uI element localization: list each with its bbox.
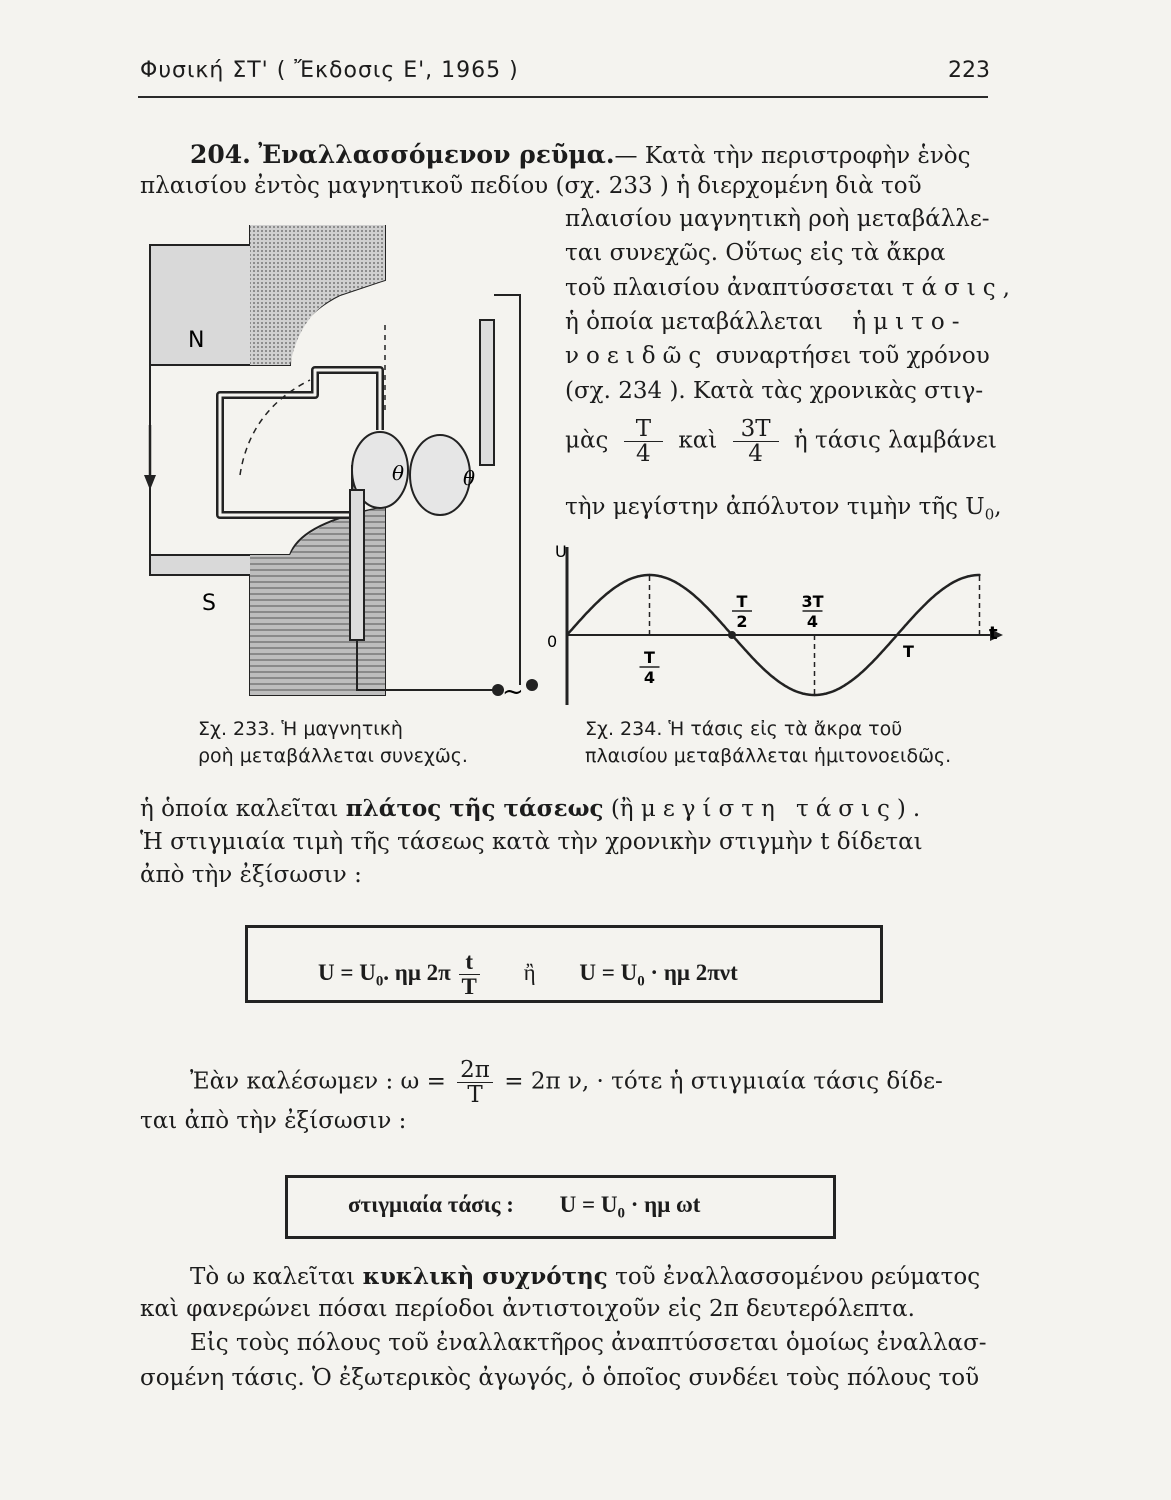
section-line-9-a: μὰς bbox=[565, 427, 609, 454]
running-header: Φυσική ΣΤ' ( Ἔκδοσις Ε', 1965 ) bbox=[140, 58, 519, 83]
fraction-denominator: 4 bbox=[636, 441, 651, 468]
eq-text: · ημ 2πνt bbox=[650, 959, 738, 985]
equation-box-2 bbox=[285, 1175, 836, 1239]
data-point bbox=[566, 634, 568, 636]
half-period-point bbox=[728, 631, 736, 639]
equation-2 bbox=[348, 1192, 700, 1223]
eq-or: ἢ bbox=[523, 959, 536, 985]
body-line-9: σομένη τάσις. Ὁ ἐξωτερικὸς ἀγωγός, ὁ ὁποῖος συνδέει τοὺς πόλους τοῦ bbox=[140, 1365, 980, 1391]
fraction-t-over-T bbox=[459, 950, 480, 999]
tick-label-t-half-numerator: T bbox=[736, 592, 748, 611]
wire-2 bbox=[494, 295, 520, 685]
term-max-voltage: μεγίστη τάσις). bbox=[640, 796, 928, 822]
fraction-denominator: T bbox=[461, 974, 477, 1000]
section-title: Ἐναλλασσόμενον ρεῦμα. bbox=[258, 140, 615, 169]
fraction-2pi-over-T bbox=[457, 1058, 493, 1107]
eq-text: . ημ 2π bbox=[383, 959, 451, 985]
body-line-1 bbox=[140, 795, 927, 822]
fraction-numerator: 3T bbox=[733, 417, 779, 442]
data-point bbox=[607, 591, 609, 593]
term-amplitude: πλάτος τῆς τάσεως bbox=[345, 795, 604, 822]
data-point bbox=[772, 676, 774, 678]
section-line-7 bbox=[565, 343, 990, 369]
body-text: = 2π ν, · τότε ἡ στιγμιαία τάσις δίδε- bbox=[504, 1068, 943, 1095]
tick-label-t-quarter-numerator: T bbox=[644, 648, 655, 667]
body-text: τοῦ ἐναλλασσομένου ρεύματος bbox=[615, 1264, 981, 1290]
subscript: 0 bbox=[984, 505, 995, 524]
body-line-8: Εἰς τοὺς πόλους τοῦ ἐναλλακτῆρος ἀναπτύσσεται ὁμοίως ἐναλλασ- bbox=[190, 1330, 987, 1356]
body-line-6 bbox=[190, 1263, 980, 1290]
x-axis-label: t bbox=[989, 623, 998, 644]
caption-233-line-1: Σχ. 233. Ἡ μαγνητικὴ bbox=[198, 718, 403, 740]
fraction-3t-quarter bbox=[733, 417, 779, 466]
fraction-numerator: t bbox=[459, 950, 480, 975]
label-south: S bbox=[202, 591, 216, 616]
section-term-noeidos: νοειδῶς bbox=[565, 343, 709, 369]
fraction-denominator: 4 bbox=[748, 441, 763, 468]
subscript: 0 bbox=[375, 973, 384, 990]
fraction-numerator: 2π bbox=[457, 1058, 493, 1083]
equation-box-1 bbox=[245, 925, 883, 1003]
body-text: (ἢ bbox=[610, 796, 634, 822]
ac-symbol: ~ bbox=[502, 677, 524, 705]
section-line-7-text: συναρτήσει τοῦ χρόνου bbox=[715, 343, 990, 369]
section-line-9-b: καὶ bbox=[678, 427, 718, 454]
equation-1 bbox=[318, 950, 738, 999]
theta-label-1: θ bbox=[392, 461, 405, 485]
y-axis-label: U bbox=[555, 542, 567, 561]
fraction-t-quarter bbox=[624, 417, 663, 466]
section-line-8: (σχ. 234 ). Κατὰ τὰς χρονικὰς στιγ- bbox=[565, 378, 984, 404]
eq-text: U = U bbox=[318, 959, 376, 985]
body-text: ἡ ὁποία καλεῖται bbox=[140, 796, 339, 822]
fraction-numerator: T bbox=[624, 417, 663, 442]
section-line-6 bbox=[565, 309, 966, 335]
body-line-5: ται ἀπὸ τὴν ἐξίσωσιν : bbox=[140, 1108, 407, 1134]
section-line-10-end: , bbox=[994, 494, 1002, 520]
data-point bbox=[896, 634, 898, 636]
brush-2 bbox=[480, 320, 494, 465]
section-term-tasis: τάσις, bbox=[901, 275, 1017, 301]
eq-text: U = U bbox=[579, 959, 638, 985]
section-dash: — bbox=[614, 143, 638, 169]
eq-text: · ημ ωt bbox=[630, 1192, 701, 1217]
header-rule bbox=[138, 96, 988, 98]
section-term-hemito: ἡμιτο- bbox=[852, 309, 967, 335]
caption-234-line-1: Σχ. 234. Ἡ τάσις εἰς τὰ ἄκρα τοῦ bbox=[585, 718, 903, 740]
section-line-5-text: τοῦ πλαισίου ἀναπτύσσεται bbox=[565, 275, 895, 301]
field-arrow-head bbox=[144, 475, 156, 490]
generator-diagram bbox=[140, 225, 550, 705]
brush-1 bbox=[350, 490, 364, 640]
section-line-10 bbox=[565, 494, 1002, 524]
section-number: 204. bbox=[190, 140, 251, 169]
term-angular-frequency: κυκλικὴ συχνότης bbox=[362, 1263, 608, 1290]
caption-234-line-2: πλαισίου μεταβάλλεται ἡμιτονοειδῶς. bbox=[585, 745, 952, 767]
tick-label-period: T bbox=[903, 642, 914, 661]
section-heading-line bbox=[190, 140, 971, 169]
section-line-3: πλαισίου μαγνητικὴ ροὴ μεταβάλλε- bbox=[565, 206, 990, 232]
slip-ring-2 bbox=[410, 435, 470, 515]
section-line-1: Κατὰ τὴν περιστροφὴν ἑνὸς bbox=[644, 143, 971, 169]
page-number: 223 bbox=[948, 58, 990, 83]
body-line-7: καὶ φανερώνει πόσαι περίοδοι ἀντιστοιχοῦν εἰς 2π δευτερόλεπτα. bbox=[140, 1296, 915, 1322]
fraction-denominator: T bbox=[467, 1082, 483, 1109]
tick-label-3t-quarter-denominator: 4 bbox=[806, 612, 819, 631]
section-line-2: πλαισίου ἐντὸς μαγνητικοῦ πεδίου (σχ. 233 ) ἡ διερχομένη διὰ τοῦ bbox=[140, 173, 922, 199]
tick-label-t-quarter-denominator: 4 bbox=[643, 668, 656, 687]
eq-text: U = U bbox=[559, 1192, 618, 1217]
section-line-6-text: ἡ ὁποία μεταβάλλεται bbox=[565, 309, 824, 335]
data-point bbox=[855, 676, 857, 678]
subscript: 0 bbox=[617, 1205, 625, 1222]
section-line-10-text: τὴν μεγίστην ἀπόλυτον τιμὴν τῆς U bbox=[565, 494, 985, 520]
body-text: Ἐὰν καλέσωμεν : ω = bbox=[190, 1068, 446, 1095]
label-north: N bbox=[188, 328, 205, 353]
caption-233-line-2: ροὴ μεταβάλλεται συνεχῶς. bbox=[198, 745, 468, 767]
data-point bbox=[690, 591, 692, 593]
section-line-4: ται συνεχῶς. Οὕτως εἰς τὰ ἄκρα bbox=[565, 240, 946, 266]
data-point bbox=[937, 591, 939, 593]
body-line-2: Ἡ στιγμιαία τιμὴ τῆς τάσεως κατὰ τὴν χρονικὴν στιγμὴν t δίδεται bbox=[140, 829, 923, 855]
section-line-9 bbox=[565, 417, 997, 466]
tick-label-t-half-denominator: 2 bbox=[736, 612, 748, 631]
body-line-3: ἀπὸ τὴν ἐξίσωσιν : bbox=[140, 862, 362, 888]
sine-chart bbox=[535, 535, 1005, 710]
origin-label: 0 bbox=[547, 632, 558, 651]
body-text: Τὸ ω καλεῖται bbox=[190, 1264, 356, 1290]
north-pole-shading bbox=[250, 225, 385, 365]
section-line-5 bbox=[565, 275, 1017, 301]
tick-label-3t-quarter-numerator: 3T bbox=[801, 592, 824, 611]
theta-label-2: θ bbox=[463, 466, 476, 490]
body-line-4 bbox=[190, 1058, 943, 1107]
section-line-9-c: ἡ τάσις λαμβάνει bbox=[793, 427, 997, 454]
eq-label: στιγμιαία τάσις : bbox=[348, 1192, 514, 1217]
subscript: 0 bbox=[637, 973, 645, 990]
